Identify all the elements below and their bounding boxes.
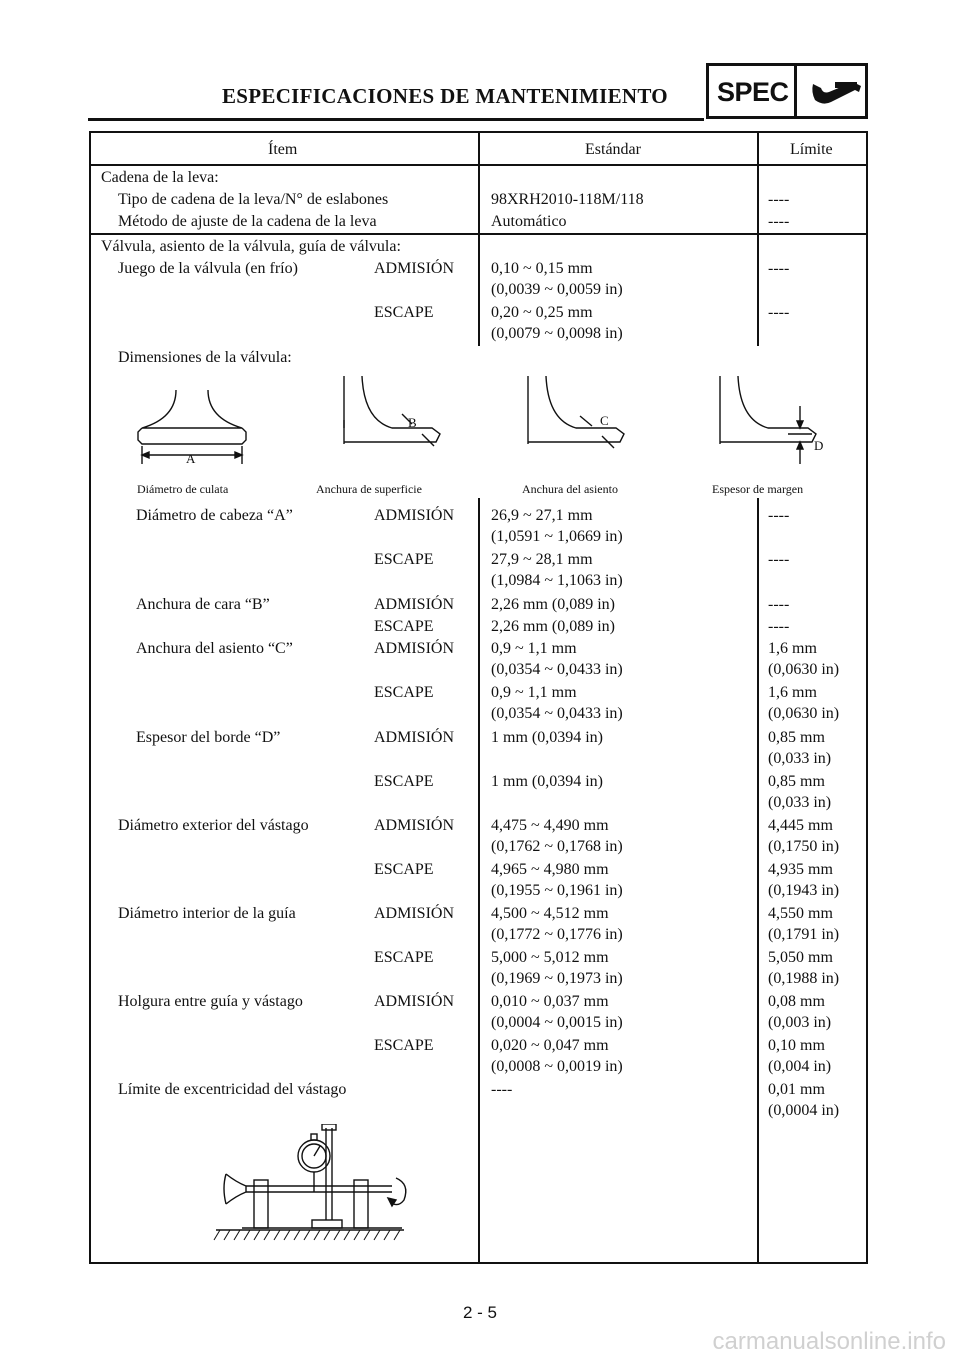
row-label-ex: ESCAPE: [374, 618, 434, 635]
section-title-cam: Cadena de la leva:: [101, 169, 219, 186]
row-limit: 4,935 mm: [768, 861, 833, 878]
row-limit-in: (0,0630 in): [768, 661, 840, 678]
col-divider-std: [478, 131, 480, 1264]
row-std: 4,965 ~ 4,980 mm: [491, 861, 609, 878]
page-title: ESPECIFICACIONES DE MANTENIMIENTO: [222, 84, 668, 108]
diagram-face-width: [344, 376, 440, 446]
row-std: 0,020 ~ 0,047 mm: [491, 1037, 609, 1054]
row-label-ex: ESCAPE: [374, 684, 434, 701]
row-std: 5,000 ~ 5,012 mm: [491, 949, 609, 966]
valve-dimension-diagram: [92, 368, 866, 480]
row-limit: ----: [768, 507, 790, 524]
runout-measurement-illustration: [212, 1124, 426, 1242]
row-limit-in: (0,1988 in): [768, 970, 840, 987]
col-divider-limit: [757, 131, 759, 1264]
row-std: 26,9 ~ 27,1 mm: [491, 507, 593, 524]
header-rule: [88, 118, 704, 121]
row-label-ex: ESCAPE: [374, 949, 434, 966]
header-row-divider: [89, 164, 868, 166]
row-label-in: ADMISIÓN: [374, 993, 454, 1010]
row-std-in: (0,1772 ~ 0,1776 in): [491, 926, 623, 943]
row-label-in: ADMISIÓN: [374, 596, 454, 613]
row-limit: ----: [768, 260, 790, 277]
row-label-in: ADMISIÓN: [374, 260, 454, 277]
col-header-std: Estándar: [585, 141, 641, 158]
row-label-in: ADMISIÓN: [374, 640, 454, 657]
row-limit-in: (0,0004 in): [768, 1102, 840, 1119]
row-std: 27,9 ~ 28,1 mm: [491, 551, 593, 568]
diagram-letter-a: A: [186, 451, 196, 466]
diagram-letter-b: B: [408, 415, 417, 430]
row-std: 0,9 ~ 1,1 mm: [491, 684, 577, 701]
row-std: 4,500 ~ 4,512 mm: [491, 905, 609, 922]
row-item: Anchura del asiento “C”: [136, 640, 293, 657]
row-limit: 0,10 mm: [768, 1037, 825, 1054]
row-limit: ----: [768, 551, 790, 568]
row-limit: 0,01 mm: [768, 1081, 825, 1098]
row-item: Diámetro de cabeza “A”: [136, 507, 293, 524]
row-label-in: ADMISIÓN: [374, 729, 454, 746]
col-header-limit: Límite: [790, 141, 833, 158]
row-limit: 0,08 mm: [768, 993, 825, 1010]
row-limit-in: (0,004 in): [768, 1058, 832, 1075]
row-item: Método de ajuste de la cadena de la leva: [118, 213, 377, 230]
row-limit-in: (0,1750 in): [768, 838, 840, 855]
row-item: Juego de la válvula (en frío): [118, 260, 298, 277]
row-limit: 0,85 mm: [768, 773, 825, 790]
row-label-in: ADMISIÓN: [374, 507, 454, 524]
row-std-in: (0,0354 ~ 0,0433 in): [491, 661, 623, 678]
row-std: 1 mm (0,0394 in): [491, 773, 603, 790]
row-limit: 0,85 mm: [768, 729, 825, 746]
caption-seat-width: Anchura del asiento: [522, 482, 618, 496]
section-title-valve: Válvula, asiento de la válvula, guía de válvula:: [101, 238, 401, 255]
spec-badge: [706, 63, 868, 119]
row-limit: 1,6 mm: [768, 684, 817, 701]
row-label-ex: ESCAPE: [374, 861, 434, 878]
row-limit: ----: [768, 213, 790, 230]
row-label-in: ADMISIÓN: [374, 817, 454, 834]
row-std-in: (1,0591 ~ 1,0669 in): [491, 528, 623, 545]
row-limit-in: (0,1791 in): [768, 926, 840, 943]
diagram-letter-c: C: [600, 413, 609, 428]
row-item: Tipo de cadena de la leva/N° de eslabones: [118, 191, 389, 208]
diagram-letter-d: D: [814, 438, 824, 453]
row-std-in: (0,1762 ~ 0,1768 in): [491, 838, 623, 855]
row-label-ex: ESCAPE: [374, 1037, 434, 1054]
row-label-ex: ESCAPE: [374, 551, 434, 568]
badge-divider: [794, 66, 797, 116]
diagram-seat-width: [528, 376, 624, 448]
row-item: Diámetro interior de la guía: [118, 905, 296, 922]
badge-label: SPEC: [717, 77, 789, 107]
row-limit-in: (0,003 in): [768, 1014, 832, 1031]
row-item: Holgura entre guía y vástago: [118, 993, 303, 1010]
row-std-in: (0,0079 ~ 0,0098 in): [491, 325, 623, 342]
caption-face-width: Anchura de superficie: [316, 482, 422, 496]
row-limit-in: (0,033 in): [768, 794, 832, 811]
watermark: carmanualsonline.info: [712, 1328, 946, 1355]
row-std: 0,010 ~ 0,037 mm: [491, 993, 609, 1010]
row-std-in: (0,0354 ~ 0,0433 in): [491, 705, 623, 722]
diagram-margin-thickness: [720, 376, 816, 464]
caption-margin-thickness: Espesor de margen: [712, 482, 804, 496]
row-std-in: (0,0008 ~ 0,0019 in): [491, 1058, 623, 1075]
row-std: 0,10 ~ 0,15 mm: [491, 260, 593, 277]
row-limit: 5,050 mm: [768, 949, 833, 966]
row-item: Diámetro exterior del vástago: [118, 817, 309, 834]
row-limit: ----: [768, 618, 790, 635]
row-limit: ----: [768, 191, 790, 208]
row-std: Automático: [491, 213, 567, 230]
row-limit-in: (0,1943 in): [768, 882, 840, 899]
row-label-ex: ESCAPE: [374, 304, 434, 321]
row-item: Anchura de cara “B”: [136, 596, 270, 613]
row-std: 2,26 mm (0,089 in): [491, 596, 615, 613]
row-std: 1 mm (0,0394 in): [491, 729, 603, 746]
row-label-in: ADMISIÓN: [374, 905, 454, 922]
row-std-in: (0,1969 ~ 0,1973 in): [491, 970, 623, 987]
row-std: 0,9 ~ 1,1 mm: [491, 640, 577, 657]
caption-head-diameter: Diámetro de culata: [137, 482, 229, 496]
subsection-title: Dimensiones de la válvula:: [118, 349, 292, 366]
row-limit: 4,445 mm: [768, 817, 833, 834]
row-std: 4,475 ~ 4,490 mm: [491, 817, 609, 834]
col-header-item: Ítem: [268, 141, 298, 158]
row-item: Límite de excentricidad del vástago: [118, 1081, 347, 1098]
row-label-ex: ESCAPE: [374, 773, 434, 790]
row-item: Espesor del borde “D”: [136, 729, 281, 746]
page-number: 2 - 5: [462, 1303, 498, 1322]
row-std: 0,20 ~ 0,25 mm: [491, 304, 593, 321]
wrench-icon: [809, 76, 863, 110]
row-limit: ----: [768, 596, 790, 613]
row-std: 2,26 mm (0,089 in): [491, 618, 615, 635]
row-std-in: (0,1955 ~ 0,1961 in): [491, 882, 623, 899]
row-std: 98XRH2010-118M/118: [491, 191, 644, 208]
section-divider: [89, 233, 868, 235]
row-limit: ----: [768, 304, 790, 321]
row-std-in: (1,0984 ~ 1,1063 in): [491, 572, 623, 589]
row-limit: 1,6 mm: [768, 640, 817, 657]
row-std-in: (0,0004 ~ 0,0015 in): [491, 1014, 623, 1031]
row-limit-in: (0,0630 in): [768, 705, 840, 722]
row-limit: 4,550 mm: [768, 905, 833, 922]
row-std: ----: [491, 1081, 513, 1098]
row-limit-in: (0,033 in): [768, 750, 832, 767]
row-std-in: (0,0039 ~ 0,0059 in): [491, 281, 623, 298]
